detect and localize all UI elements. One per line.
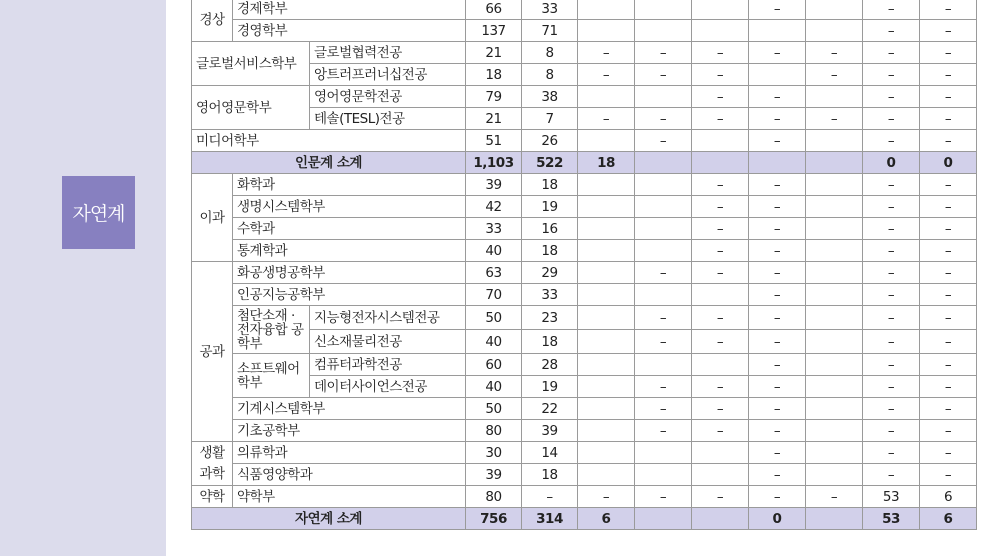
value-cell: 0 [920,152,977,174]
value-cell [806,130,863,152]
value-cell [578,20,635,42]
value-cell: – [749,86,806,108]
value-cell [692,0,749,20]
value-cell: – [863,196,920,218]
value-cell: 53 [863,508,920,530]
value-cell [806,508,863,530]
value-cell [635,284,692,306]
dept-cell: 의류학과 [233,442,466,464]
value-cell: – [692,196,749,218]
value-cell: 18 [522,240,578,262]
value-cell [806,218,863,240]
value-cell: – [749,398,806,420]
value-cell: – [692,174,749,196]
value-cell: – [863,86,920,108]
value-cell: 80 [466,420,522,442]
value-cell: – [749,196,806,218]
value-cell: – [920,0,977,20]
value-cell [635,442,692,464]
value-cell: – [749,262,806,284]
value-cell [635,464,692,486]
value-cell: – [920,398,977,420]
value-cell: 6 [578,508,635,530]
value-cell: – [863,376,920,398]
table-row [192,284,977,306]
value-cell: – [863,306,920,330]
value-cell: 137 [466,20,522,42]
value-cell [806,240,863,262]
major-cell: 테솔(TESL)전공 [310,108,466,130]
value-cell [578,442,635,464]
value-cell: 18 [578,152,635,174]
major-cell: 앙트러프러너십전공 [310,64,466,86]
value-cell: 39 [466,464,522,486]
value-cell: 18 [466,64,522,86]
value-cell: – [806,42,863,64]
value-cell: – [863,174,920,196]
dept-cell: 기계시스템학부 [233,398,466,420]
value-cell: – [749,354,806,376]
value-cell: – [806,64,863,86]
subtotal-label: 인문계 소계 [192,152,466,174]
value-cell: 21 [466,42,522,64]
table-row [192,442,977,464]
category-cell: 공과 [192,262,233,442]
value-cell: 40 [466,376,522,398]
value-cell: – [749,0,806,20]
value-cell: 314 [522,508,578,530]
dept-cell: 소프트웨어 학부 [233,354,310,398]
value-cell: – [749,330,806,354]
value-cell [692,130,749,152]
value-cell [578,262,635,284]
dept-cell: 첨단소재 · 전자융합 공학부 [233,306,310,354]
value-cell [806,196,863,218]
value-cell: – [920,354,977,376]
value-cell [806,86,863,108]
value-cell: 19 [522,376,578,398]
value-cell: – [806,108,863,130]
value-cell: – [920,108,977,130]
value-cell: 7 [522,108,578,130]
value-cell: 80 [466,486,522,508]
value-cell: – [692,376,749,398]
value-cell: 8 [522,64,578,86]
value-cell: – [863,64,920,86]
table-row [192,86,977,108]
value-cell: – [692,420,749,442]
table-row [192,262,977,284]
side-panel [0,0,166,556]
table-row [192,218,977,240]
value-cell: – [692,86,749,108]
value-cell [806,152,863,174]
value-cell: 40 [466,240,522,262]
value-cell: 14 [522,442,578,464]
major-cell: 신소재물리전공 [310,330,466,354]
value-cell: – [920,240,977,262]
value-cell [692,464,749,486]
value-cell: – [749,218,806,240]
value-cell [806,20,863,42]
table-row [192,64,977,86]
dept-cell: 식품영양학과 [233,464,466,486]
value-cell: – [692,240,749,262]
value-cell [578,376,635,398]
value-cell: – [749,174,806,196]
major-cell: 컴퓨터과학전공 [310,354,466,376]
value-cell: – [578,486,635,508]
value-cell: – [863,354,920,376]
value-cell: 39 [522,420,578,442]
value-cell [578,0,635,20]
value-cell: 71 [522,20,578,42]
value-cell: – [635,486,692,508]
major-cell: 지능형전자시스템전공 [310,306,466,330]
value-cell [692,508,749,530]
table-row [192,420,977,442]
value-cell [635,86,692,108]
value-cell: 50 [466,398,522,420]
value-cell: – [635,398,692,420]
value-cell [578,464,635,486]
value-cell: – [635,108,692,130]
value-cell [806,376,863,398]
value-cell [806,420,863,442]
value-cell [749,152,806,174]
value-cell: 16 [522,218,578,240]
value-cell: – [920,218,977,240]
dept-cell: 글로벌서비스학부 [192,42,310,86]
table-row [192,20,977,42]
subtotal-row [192,508,977,530]
dept-cell: 생명시스템학부 [233,196,466,218]
table-row [192,376,977,398]
value-cell [578,306,635,330]
value-cell [578,130,635,152]
value-cell: – [920,442,977,464]
value-cell [806,174,863,196]
value-cell: 1,103 [466,152,522,174]
value-cell: – [863,42,920,64]
value-cell: – [920,284,977,306]
table-row [192,464,977,486]
value-cell: – [920,64,977,86]
value-cell: – [635,262,692,284]
value-cell: – [749,420,806,442]
value-cell: – [692,486,749,508]
value-cell: – [522,486,578,508]
value-cell [692,354,749,376]
category-cell: 약학 [192,486,233,508]
table-row [192,398,977,420]
value-cell [692,284,749,306]
value-cell: 60 [466,354,522,376]
value-cell: 38 [522,86,578,108]
table-row [192,330,977,354]
category-cell: 생활 과학 [192,442,233,486]
value-cell: 0 [863,152,920,174]
value-cell: – [920,42,977,64]
value-cell [806,398,863,420]
value-cell [578,284,635,306]
value-cell: – [635,376,692,398]
value-cell: – [749,108,806,130]
value-cell: – [863,108,920,130]
value-cell: – [863,420,920,442]
value-cell: – [749,284,806,306]
value-cell [635,0,692,20]
value-cell: 70 [466,284,522,306]
dept-cell: 미디어학부 [192,130,466,152]
table-row [192,174,977,196]
value-cell: – [692,398,749,420]
value-cell: 53 [863,486,920,508]
value-cell: – [749,130,806,152]
value-cell: – [920,330,977,354]
value-cell: 30 [466,442,522,464]
value-cell: – [920,464,977,486]
value-cell [692,20,749,42]
value-cell: – [578,42,635,64]
value-cell [806,284,863,306]
dept-cell: 경영학부 [233,20,466,42]
value-cell: – [863,0,920,20]
value-cell [806,442,863,464]
value-cell: 50 [466,306,522,330]
value-cell: – [635,330,692,354]
subtotal-label: 자연계 소계 [192,508,466,530]
value-cell: 28 [522,354,578,376]
value-cell: – [920,196,977,218]
value-cell [578,196,635,218]
value-cell [635,218,692,240]
value-cell: 26 [522,130,578,152]
table-row [192,486,977,508]
value-cell: 66 [466,0,522,20]
value-cell: – [920,262,977,284]
table-row [192,108,977,130]
table-row [192,0,977,20]
value-cell: 33 [522,284,578,306]
dept-cell: 화학과 [233,174,466,196]
dept-cell: 경제학부 [233,0,466,20]
value-cell [578,218,635,240]
value-cell: 33 [522,0,578,20]
value-cell [806,262,863,284]
table-row [192,42,977,64]
dept-cell: 인공지능공학부 [233,284,466,306]
value-cell: – [692,108,749,130]
value-cell: 18 [522,330,578,354]
value-cell: 63 [466,262,522,284]
table-row [192,130,977,152]
value-cell: 18 [522,174,578,196]
value-cell: 8 [522,42,578,64]
value-cell [635,20,692,42]
category-cell: 이과 [192,174,233,262]
category-cell: 경상 [192,0,233,42]
value-cell [806,306,863,330]
dept-cell: 기초공학부 [233,420,466,442]
value-cell: – [920,86,977,108]
value-cell: – [692,306,749,330]
value-cell: – [863,240,920,262]
value-cell: – [863,20,920,42]
value-cell [806,354,863,376]
value-cell: – [863,130,920,152]
value-cell [635,240,692,262]
value-cell: 51 [466,130,522,152]
value-cell [806,0,863,20]
value-cell: – [692,262,749,284]
value-cell: 42 [466,196,522,218]
value-cell [635,354,692,376]
value-cell: – [635,130,692,152]
value-cell: – [635,64,692,86]
value-cell: – [635,42,692,64]
dept-cell: 영어영문학부 [192,86,310,130]
major-cell: 영어영문학전공 [310,86,466,108]
value-cell: – [749,376,806,398]
dept-cell: 수학과 [233,218,466,240]
value-cell: 756 [466,508,522,530]
table-row [192,196,977,218]
value-cell: – [692,330,749,354]
value-cell [749,64,806,86]
major-cell: 글로벌협력전공 [310,42,466,64]
value-cell: – [749,464,806,486]
dept-cell: 통계학과 [233,240,466,262]
value-cell [692,442,749,464]
section-label: 자연계 [62,176,135,249]
value-cell: – [749,306,806,330]
value-cell: 29 [522,262,578,284]
table-row [192,240,977,262]
value-cell: – [692,42,749,64]
value-cell: – [863,330,920,354]
value-cell: 23 [522,306,578,330]
value-cell: – [920,376,977,398]
value-cell: 0 [749,508,806,530]
value-cell: – [920,420,977,442]
value-cell: 18 [522,464,578,486]
value-cell [635,196,692,218]
value-cell: 21 [466,108,522,130]
value-cell [578,174,635,196]
value-cell: – [920,306,977,330]
value-cell [806,464,863,486]
value-cell: 39 [466,174,522,196]
subtotal-row [192,152,977,174]
value-cell: – [920,130,977,152]
value-cell: – [749,42,806,64]
value-cell: 522 [522,152,578,174]
value-cell [635,152,692,174]
value-cell: – [635,306,692,330]
value-cell: 33 [466,218,522,240]
value-cell: – [863,442,920,464]
table-row [192,354,977,376]
value-cell: – [920,174,977,196]
value-cell: – [578,64,635,86]
value-cell [692,152,749,174]
value-cell [635,508,692,530]
value-cell: – [863,398,920,420]
value-cell [578,240,635,262]
value-cell: – [920,20,977,42]
table-row [192,306,977,330]
value-cell: – [863,284,920,306]
value-cell: – [692,218,749,240]
value-cell: – [635,420,692,442]
value-cell: – [806,486,863,508]
value-cell: 19 [522,196,578,218]
value-cell [578,354,635,376]
value-cell: – [863,262,920,284]
value-cell [578,398,635,420]
value-cell [635,174,692,196]
value-cell: – [749,240,806,262]
value-cell: – [692,64,749,86]
value-cell: – [749,486,806,508]
value-cell: 79 [466,86,522,108]
value-cell: 40 [466,330,522,354]
value-cell [578,330,635,354]
value-cell [578,420,635,442]
value-cell: – [863,218,920,240]
value-cell [806,330,863,354]
value-cell: – [749,442,806,464]
value-cell: – [863,464,920,486]
value-cell [749,20,806,42]
value-cell: 6 [920,486,977,508]
major-cell: 데이터사이언스전공 [310,376,466,398]
value-cell: – [578,108,635,130]
dept-cell: 화공생명공학부 [233,262,466,284]
value-cell: 22 [522,398,578,420]
value-cell [578,86,635,108]
value-cell: 6 [920,508,977,530]
admissions-table [191,0,977,530]
dept-cell: 약학부 [233,486,466,508]
